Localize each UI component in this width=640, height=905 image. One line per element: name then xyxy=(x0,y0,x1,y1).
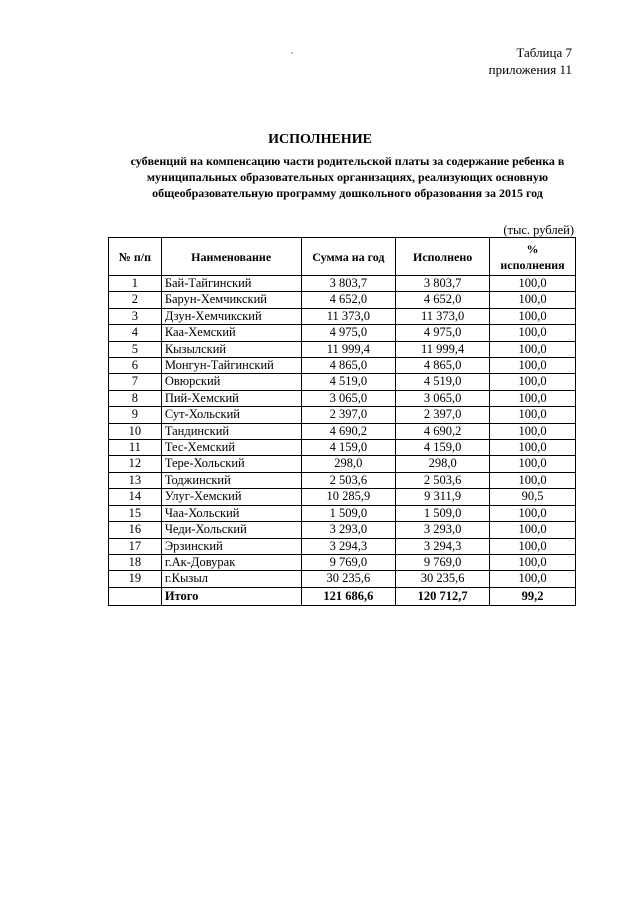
cell-annual-sum: 3 293,0 xyxy=(301,522,396,538)
cell-number: 10 xyxy=(109,423,162,439)
table-row xyxy=(109,341,576,357)
cell-executed: 1 509,0 xyxy=(396,505,490,521)
cell-executed: 3 065,0 xyxy=(396,390,490,406)
cell-percent: 100,0 xyxy=(490,423,576,439)
column-header-name: Наименование xyxy=(161,238,301,276)
cell-executed: 2 397,0 xyxy=(396,407,490,423)
cell-number: 1 xyxy=(109,276,162,292)
cell-executed: 2 503,6 xyxy=(396,472,490,488)
cell-executed: 4 159,0 xyxy=(396,440,490,456)
table-row xyxy=(109,374,576,390)
cell-percent: 100,0 xyxy=(490,390,576,406)
table-row xyxy=(109,407,576,423)
cell-number: 9 xyxy=(109,407,162,423)
cell-number: 8 xyxy=(109,390,162,406)
cell-executed: 3 803,7 xyxy=(396,276,490,292)
cell-name: Эрзинский xyxy=(161,538,301,554)
cell-annual-sum: 4 159,0 xyxy=(301,440,396,456)
cell-executed: 4 975,0 xyxy=(396,325,490,341)
table-row xyxy=(109,456,576,472)
column-header-annual-sum: Сумма на год xyxy=(301,238,396,276)
cell-annual-sum: 9 769,0 xyxy=(301,554,396,570)
appendix-reference: приложения 11 xyxy=(488,62,572,77)
cell-number: 14 xyxy=(109,489,162,505)
cell-percent: 100,0 xyxy=(490,472,576,488)
total-label: Итого xyxy=(161,587,301,605)
table-row xyxy=(109,308,576,324)
table-row xyxy=(109,390,576,406)
cell-name: Каа-Хемский xyxy=(161,325,301,341)
cell-number: 3 xyxy=(109,308,162,324)
cell-annual-sum: 3 294,3 xyxy=(301,538,396,554)
table-row xyxy=(109,505,576,521)
cell-number: 4 xyxy=(109,325,162,341)
cell-annual-sum: 298,0 xyxy=(301,456,396,472)
cell-number: 6 xyxy=(109,358,162,374)
table-row xyxy=(109,538,576,554)
cell-annual-sum: 3 065,0 xyxy=(301,390,396,406)
table-row xyxy=(109,276,576,292)
cell-name: Тоджинский xyxy=(161,472,301,488)
cell-percent: 100,0 xyxy=(490,456,576,472)
cell-executed: 4 690,2 xyxy=(396,423,490,439)
cell-percent: 100,0 xyxy=(490,308,576,324)
cell-name: Бай-Тайгинский xyxy=(161,276,301,292)
table-row xyxy=(109,358,576,374)
table-row xyxy=(109,325,576,341)
cell-executed: 4 652,0 xyxy=(396,292,490,308)
table-row xyxy=(109,440,576,456)
table-total-row xyxy=(109,587,576,605)
cell-name: Пий-Хемский xyxy=(161,390,301,406)
subtitle-line: муниципальных образовательных организациях, реализующих основную xyxy=(146,170,549,184)
cell-percent: 100,0 xyxy=(490,358,576,374)
cell-name: Чеди-Хольский xyxy=(161,522,301,538)
cell-percent: 100,0 xyxy=(490,292,576,308)
table-reference: Таблица 7 xyxy=(516,45,572,60)
cell-number: 7 xyxy=(109,374,162,390)
scan-speck xyxy=(291,52,293,54)
cell-percent: 100,0 xyxy=(490,374,576,390)
cell-executed: 11 999,4 xyxy=(396,341,490,357)
cell-annual-sum: 4 690,2 xyxy=(301,423,396,439)
cell-percent: 100,0 xyxy=(490,554,576,570)
cell-executed: 3 293,0 xyxy=(396,522,490,538)
cell-percent: 100,0 xyxy=(490,440,576,456)
cell-annual-sum: 10 285,9 xyxy=(301,489,396,505)
cell-executed: 9 311,9 xyxy=(396,489,490,505)
cell-executed: 30 235,6 xyxy=(396,571,490,587)
total-executed: 120 712,7 xyxy=(396,587,490,605)
cell-percent: 90,5 xyxy=(490,489,576,505)
cell-name: Кызылский xyxy=(161,341,301,357)
cell-annual-sum: 11 999,4 xyxy=(301,341,396,357)
cell-number: 13 xyxy=(109,472,162,488)
total-cell-blank xyxy=(109,587,162,605)
cell-percent: 100,0 xyxy=(490,407,576,423)
units-label: (тыс. рублей) xyxy=(503,223,574,237)
cell-executed: 4 519,0 xyxy=(396,374,490,390)
cell-annual-sum: 1 509,0 xyxy=(301,505,396,521)
cell-percent: 100,0 xyxy=(490,522,576,538)
cell-executed: 11 373,0 xyxy=(396,308,490,324)
cell-number: 15 xyxy=(109,505,162,521)
cell-percent: 100,0 xyxy=(490,341,576,357)
cell-name: Монгун-Тайгинский xyxy=(161,358,301,374)
page-title: ИСПОЛНЕНИЕ xyxy=(268,132,372,147)
cell-annual-sum: 4 519,0 xyxy=(301,374,396,390)
cell-annual-sum: 3 803,7 xyxy=(301,276,396,292)
cell-name: Тандинский xyxy=(161,423,301,439)
cell-name: Улуг-Хемский xyxy=(161,489,301,505)
cell-name: Сут-Хольский xyxy=(161,407,301,423)
cell-executed: 298,0 xyxy=(396,456,490,472)
table-header-row xyxy=(109,238,576,276)
cell-name: Барун-Хемчикский xyxy=(161,292,301,308)
cell-percent: 100,0 xyxy=(490,325,576,341)
cell-annual-sum: 4 865,0 xyxy=(301,358,396,374)
cell-number: 19 xyxy=(109,571,162,587)
column-header-percent: % исполнения xyxy=(490,238,576,276)
cell-number: 18 xyxy=(109,554,162,570)
cell-percent: 100,0 xyxy=(490,505,576,521)
cell-annual-sum: 30 235,6 xyxy=(301,571,396,587)
cell-name: Тере-Хольский xyxy=(161,456,301,472)
cell-name: Дзун-Хемчикский xyxy=(161,308,301,324)
cell-executed: 9 769,0 xyxy=(396,554,490,570)
cell-name: г.Ак-Довурак xyxy=(161,554,301,570)
cell-annual-sum: 2 503,6 xyxy=(301,472,396,488)
page-subtitle xyxy=(110,153,585,201)
subtitle-line: общеобразовательную программу дошкольного образования за 2015 год xyxy=(152,186,543,200)
cell-number: 17 xyxy=(109,538,162,554)
cell-number: 16 xyxy=(109,522,162,538)
cell-executed: 3 294,3 xyxy=(396,538,490,554)
cell-percent: 100,0 xyxy=(490,538,576,554)
table-row xyxy=(109,489,576,505)
cell-annual-sum: 2 397,0 xyxy=(301,407,396,423)
table-row xyxy=(109,423,576,439)
cell-number: 5 xyxy=(109,341,162,357)
column-header-number: № п/п xyxy=(109,238,162,276)
cell-name: Чаа-Хольский xyxy=(161,505,301,521)
cell-annual-sum: 11 373,0 xyxy=(301,308,396,324)
table-row xyxy=(109,522,576,538)
column-header-executed: Исполнено xyxy=(396,238,490,276)
cell-executed: 4 865,0 xyxy=(396,358,490,374)
subtitle-line: субвенций на компенсацию части родительской платы за содержание ребенка в xyxy=(130,154,565,168)
table-row xyxy=(109,571,576,587)
document-reference xyxy=(489,44,572,78)
execution-table xyxy=(108,237,576,606)
cell-annual-sum: 4 652,0 xyxy=(301,292,396,308)
cell-percent: 100,0 xyxy=(490,276,576,292)
table-row xyxy=(109,554,576,570)
total-percent: 99,2 xyxy=(490,587,576,605)
cell-number: 11 xyxy=(109,440,162,456)
cell-number: 2 xyxy=(109,292,162,308)
table-body xyxy=(109,276,576,606)
cell-name: Овюрский xyxy=(161,374,301,390)
total-annual-sum: 121 686,6 xyxy=(301,587,396,605)
cell-name: г.Кызыл xyxy=(161,571,301,587)
cell-annual-sum: 4 975,0 xyxy=(301,325,396,341)
table-row xyxy=(109,472,576,488)
cell-number: 12 xyxy=(109,456,162,472)
cell-percent: 100,0 xyxy=(490,571,576,587)
table-row xyxy=(109,292,576,308)
cell-name: Тес-Хемский xyxy=(161,440,301,456)
